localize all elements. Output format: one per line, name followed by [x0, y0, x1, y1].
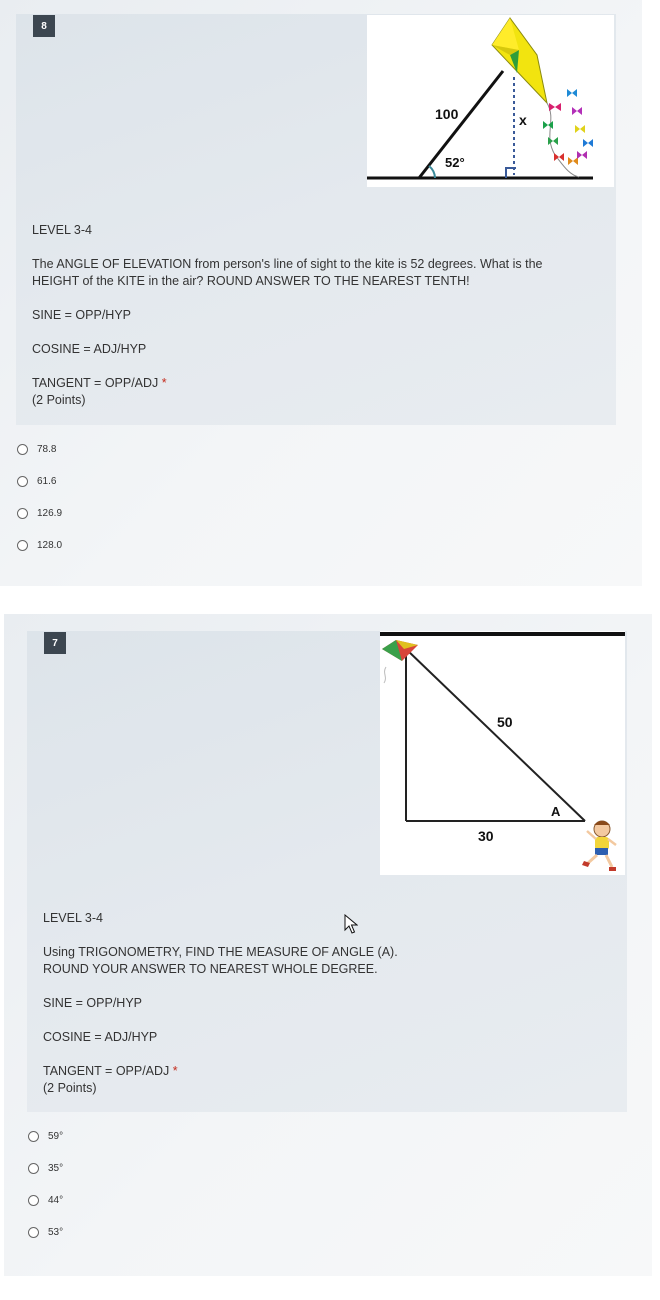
- option-label[interactable]: 61.6: [37, 475, 57, 487]
- radio-button[interactable]: [28, 1163, 39, 1174]
- hypotenuse-side: [406, 649, 585, 821]
- radio-button[interactable]: [28, 1195, 39, 1206]
- question-number-badge: 8: [33, 15, 55, 37]
- option-row[interactable]: [28, 1216, 63, 1248]
- formula-tangent: [43, 1063, 603, 1080]
- hypotenuse-label: 50: [497, 714, 513, 730]
- formula-tangent: [32, 375, 592, 392]
- question-prompt: The ANGLE OF ELEVATION from person's line of sight to the kite is 52 degrees. What is the HEIGHT of the KITE in the air? ROUND ANSWER TO THE NEAREST TENTH!: [32, 257, 543, 288]
- question-text-8: [32, 222, 592, 409]
- option-label[interactable]: 128.0: [37, 539, 63, 551]
- radio-button[interactable]: [17, 476, 28, 487]
- formula-cosine: COSINE = ADJ/HYP: [43, 1030, 158, 1044]
- option-row[interactable]: [17, 465, 62, 497]
- triangle-diagram-svg: [380, 631, 625, 875]
- kite-tail-bows: [543, 89, 593, 165]
- kite-angle-diagram: [367, 15, 614, 187]
- option-row[interactable]: [28, 1120, 63, 1152]
- triangle-diagram: [380, 631, 625, 875]
- level-label: LEVEL 3-4: [32, 223, 92, 237]
- option-label[interactable]: 78.8: [37, 443, 57, 455]
- formula-sine: SINE = OPP/HYP: [43, 996, 142, 1010]
- kite-tail: [547, 103, 579, 177]
- child-icon: [582, 821, 616, 871]
- option-label[interactable]: 59°: [48, 1130, 64, 1142]
- kite-icon: [382, 640, 418, 683]
- points-label: (2 Points): [43, 1081, 97, 1095]
- option-label[interactable]: 35°: [48, 1162, 64, 1174]
- formula-tangent-text: TANGENT = OPP/ADJ: [32, 376, 159, 390]
- answer-options-7: [28, 1120, 63, 1248]
- angle-label: 52°: [445, 155, 465, 170]
- option-row[interactable]: [17, 497, 62, 529]
- formula-sine: SINE = OPP/HYP: [32, 308, 131, 322]
- radio-button[interactable]: [17, 540, 28, 551]
- option-label[interactable]: 126.9: [37, 507, 63, 519]
- kite-icon: [492, 18, 547, 103]
- required-marker: *: [161, 376, 167, 390]
- angle-arc: [429, 166, 435, 178]
- option-label[interactable]: 53°: [48, 1226, 64, 1238]
- radio-button[interactable]: [28, 1227, 39, 1238]
- formula-cosine: COSINE = ADJ/HYP: [32, 342, 147, 356]
- question-number-badge: 7: [44, 632, 66, 654]
- question-text-7: [43, 910, 603, 1097]
- required-marker: *: [172, 1064, 178, 1078]
- mouse-cursor-icon: [344, 914, 358, 934]
- option-row[interactable]: [17, 529, 62, 561]
- points-label: (2 Points): [32, 393, 86, 407]
- option-row[interactable]: [17, 433, 62, 465]
- answer-options-8: [17, 433, 62, 561]
- option-label[interactable]: 44°: [48, 1194, 64, 1206]
- option-row[interactable]: [28, 1152, 63, 1184]
- kite-diagram-svg: [367, 15, 614, 187]
- unknown-height-label: x: [519, 112, 527, 128]
- level-label: LEVEL 3-4: [43, 911, 103, 925]
- radio-button[interactable]: [28, 1131, 39, 1142]
- hypotenuse-label: 100: [435, 106, 459, 122]
- question-prompt-line-2: ROUND YOUR ANSWER TO NEAREST WHOLE DEGREE.: [43, 962, 378, 976]
- option-row[interactable]: [28, 1184, 63, 1216]
- base-label: 30: [478, 828, 494, 844]
- question-prompt-line-1: Using TRIGONOMETRY, FIND THE MEASURE OF ANGLE (A).: [43, 945, 398, 959]
- angle-a-label: A: [551, 804, 561, 819]
- radio-button[interactable]: [17, 444, 28, 455]
- radio-button[interactable]: [17, 508, 28, 519]
- formula-tangent-text: TANGENT = OPP/ADJ: [43, 1064, 170, 1078]
